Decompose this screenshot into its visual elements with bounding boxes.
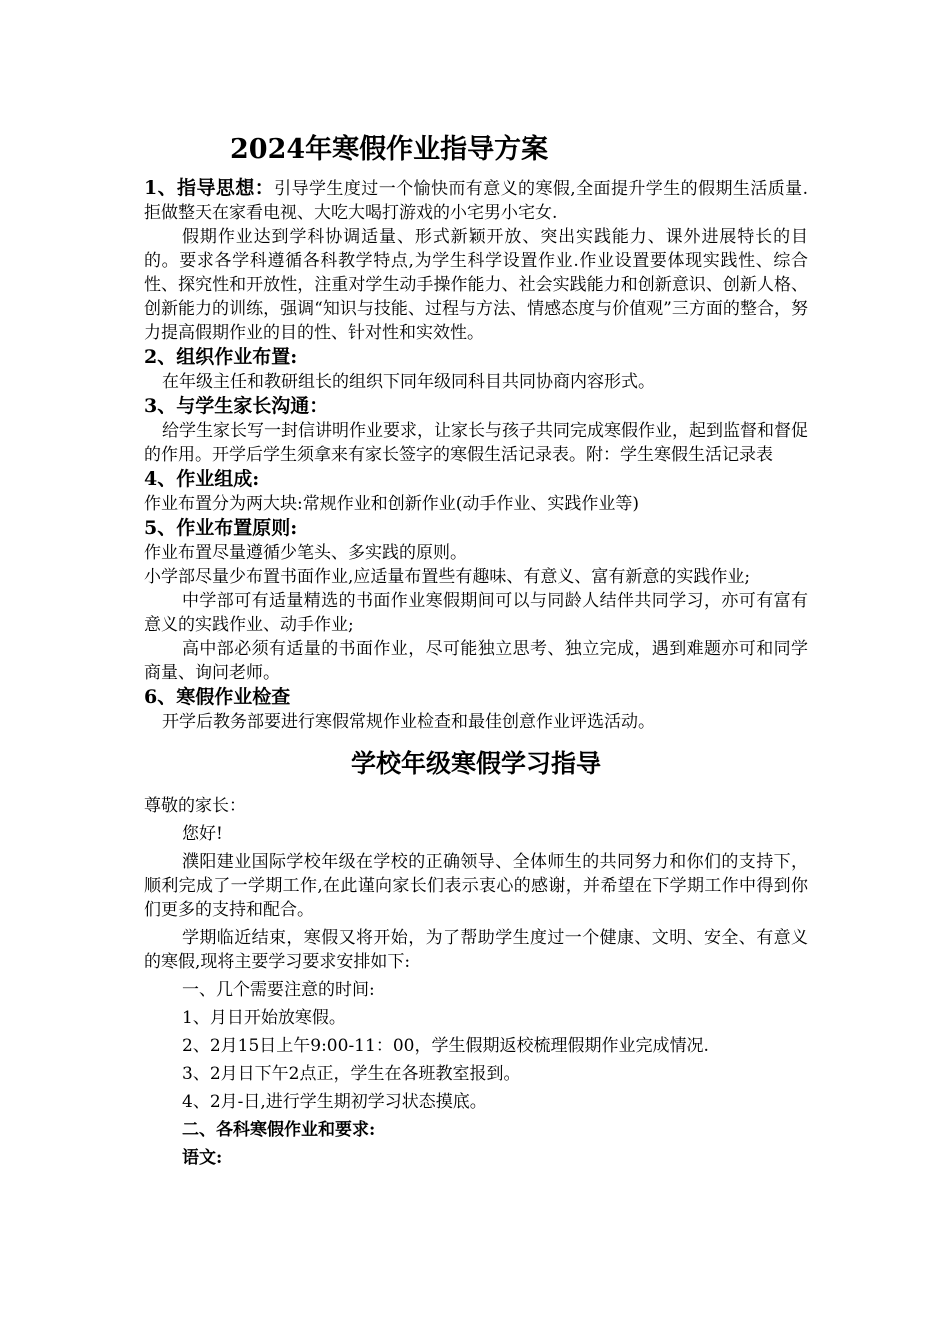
section-2-heading: 2、组织作业布置: bbox=[144, 346, 298, 368]
section-1-heading: 1、指导思想： bbox=[144, 177, 275, 199]
section-3-text: 给学生家长写一封信讲明作业要求，让家长与孩子共同完成寒假作业，起到监督和督促的作用。开学后学生须拿来有家长签字的寒假生活记录表。附：学生寒假生活记录表 bbox=[144, 421, 808, 465]
plan-title: 2024年寒假作业指导方案 bbox=[230, 134, 549, 165]
section-5-principle: 作业布置尽量遵循少笔头、多实践的原则。 bbox=[144, 543, 467, 563]
section-3-heading: 3、与学生家长沟通： bbox=[144, 395, 329, 417]
letter-item-4: 4、2月-日,进行学生期初学习状态摸底。 bbox=[182, 1092, 487, 1112]
letter-item-1: 1、月日开始放寒假。 bbox=[182, 1008, 346, 1028]
letter-homework-heading: 二、各科寒假作业和要求: bbox=[182, 1120, 376, 1140]
letter-title: 学校年级寒假学习指导 bbox=[350, 749, 601, 778]
section-1 bbox=[144, 176, 808, 225]
section-2-text: 在年级主任和教研组长的组织下同年级同科目共同协商内容形式。 bbox=[162, 372, 655, 392]
letter-item-times: 一、几个需要注意的时间: bbox=[182, 980, 375, 1000]
letter-chinese-heading: 语文: bbox=[182, 1148, 223, 1168]
section-5-primary: 小学部尽量少布置书面作业,应适量布置些有趣味、有意义、富有新意的实践作业; bbox=[144, 567, 751, 587]
section-5-heading: 5、作业布置原则: bbox=[144, 517, 298, 539]
section-5-middle: 中学部可有适量精选的书面作业寒假期间可以与同龄人结伴共同学习，亦可有富有意义的实践作业、动手作业; bbox=[144, 591, 808, 635]
letter-greeting: 您好! bbox=[182, 824, 223, 844]
section-1-text: 引导学生度过一个愉快而有意义的寒假,全面提升学生的假期生活质量.拒做整天在家看电视、大吃大喝打游戏的小宅男小宅女. bbox=[144, 179, 808, 223]
section-6-text: 开学后教务部要进行寒假常规作业检查和最佳创意作业评选活动。 bbox=[162, 712, 655, 732]
section-5-high: 高中部必须有适量的书面作业，尽可能独立思考、独立完成，遇到难题亦可和同学商量、询问老师。 bbox=[144, 639, 808, 683]
document-body bbox=[144, 130, 808, 1170]
letter-item-3: 3、2月日下午2点正，学生在各班教室报到。 bbox=[182, 1064, 521, 1084]
letter-paragraph-2: 学期临近结束，寒假又将开始，为了帮助学生度过一个健康、文明、安全、有意义的寒假,现将主要学习要求安排如下: bbox=[144, 928, 808, 972]
letter-salutation: 尊敬的家长： bbox=[144, 796, 246, 816]
section-1-paragraph: 假期作业达到学科协调适量、形式新颖开放、突出实践能力、课外进展特长的目的。要求各学科遵循各科教学特点,为学生科学设置作业.作业设置要体现实践性、综合性、探究性和开放性，注重对学生动手操作能力、社会实践能力和创新意识、创新人格、创新能力的训练，强调“知识与技能、过程与方法、情感态度与价值观”三方面的整合，努力提高假期作业的目的性、针对性和实效性。 bbox=[144, 227, 808, 343]
section-4-text: 作业布置分为两大块:常规作业和创新作业(动手作业、实践作业等) bbox=[144, 494, 639, 514]
letter-item-2: 2、2月15日上午9:00-11：00，学生假期返校梳理假期作业完成情况. bbox=[182, 1036, 709, 1056]
section-4-heading: 4、作业组成: bbox=[144, 468, 260, 490]
letter-paragraph-1: 濮阳建业国际学校年级在学校的正确领导、全体师生的共同努力和你们的支持下，顺利完成了一学期工作,在此谨向家长们表示衷心的感谢，并希望在下学期工作中得到你们更多的支持和配合。 bbox=[144, 852, 808, 920]
section-6-heading: 6、寒假作业检查 bbox=[144, 686, 291, 708]
